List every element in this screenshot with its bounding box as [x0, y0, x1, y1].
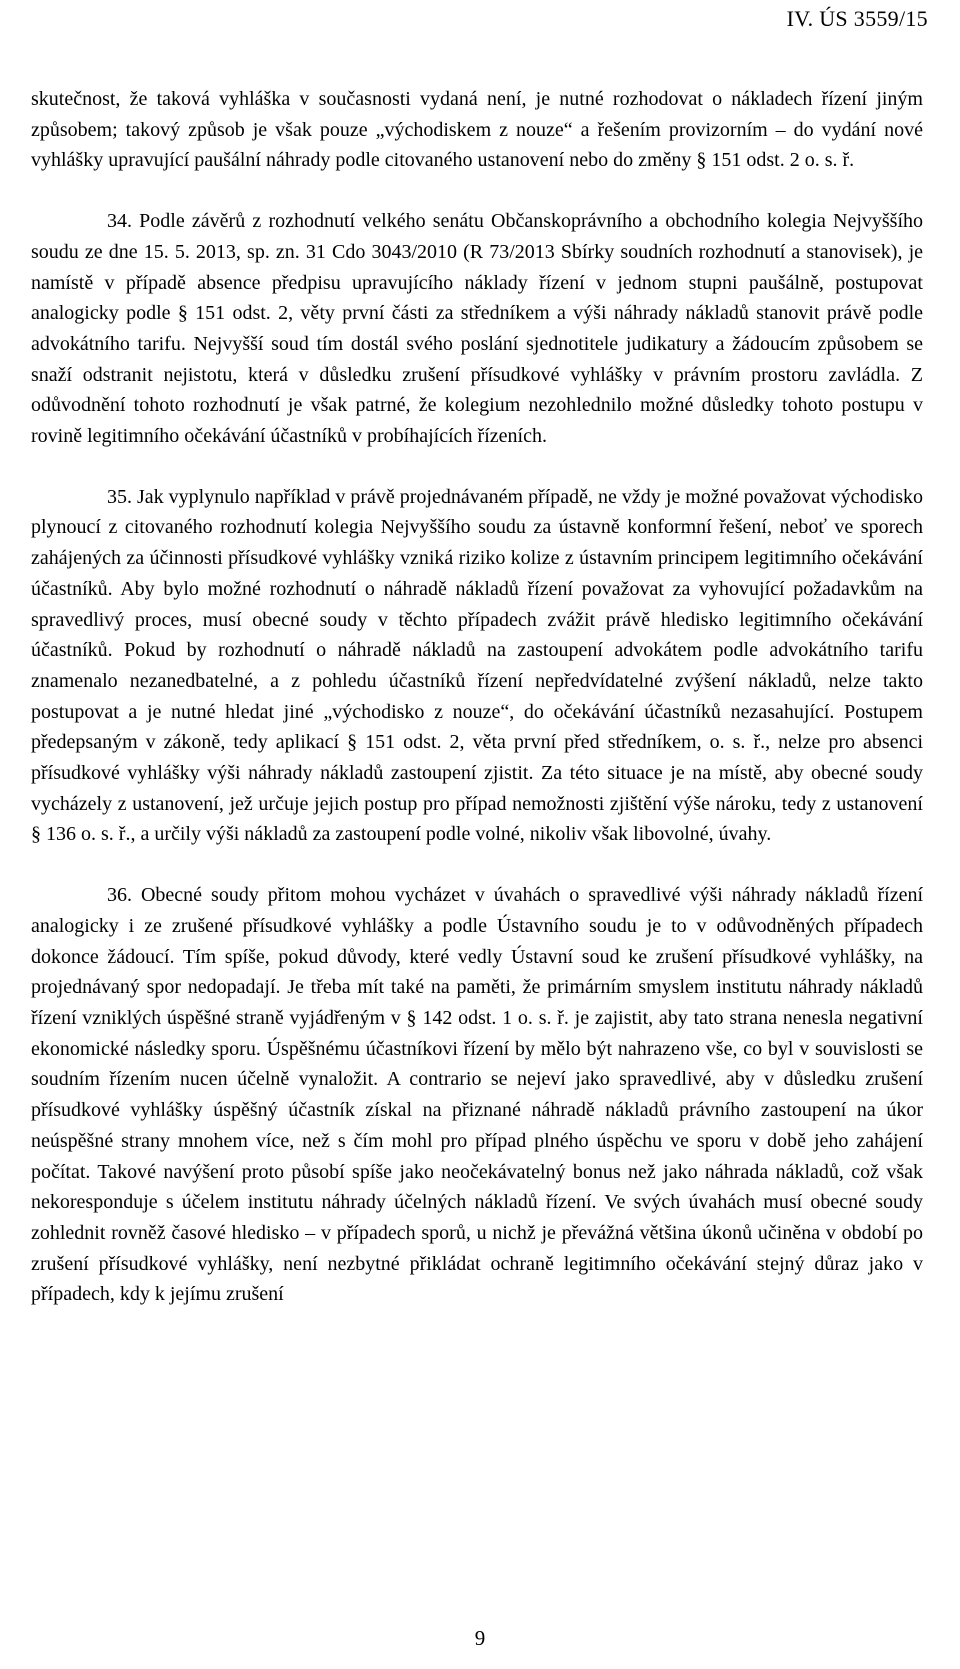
paragraph-36: 36. Obecné soudy přitom mohou vycházet v úvahách o spravedlivé výši náhrady nákladů řízení analogicky i ze zrušené přísudkové vyhlášky a podle Ústavního soudu je to v odůvodněných případech dokonce žádoucí. Tím spíše, pokud důvody, které vedly Ústavní soud ke zrušení přísudkové vyhlášky, na projednávaný spor nedopadají. Je třeba mít také na paměti, že primárním smyslem institutu náhrady nákladů řízení vzniklých úspěšné straně vyjádřeným v § 142 odst. 1 o. s. ř. je zajistit, aby tato strana nenesla negativní ekonomické následky sporu. Úspěšnému účastníkovi řízení by mělo být nahrazeno vše, co byl v souvislosti se soudním řízením nucen účelně vynaložit. A contrario se nejeví jako spravedlivé, aby v důsledku zrušení přísudkové vyhlášky úspěšný účastník získal na přiznané náhradě nákladů právního zastoupení na úkor neúspěšné strany mnohem více, než s čím mohl pro případ plného úspěchu ve sporu v době jeho zahájení počítat. Takové navýšení proto působí spíše jako neočekávatelný bonus než jako náhrada nákladů, což však nekoresponduje s účelem institutu náhrady účelných nákladů řízení. Ve svých úvahách musí obecné soudy zohlednit rovněž časové hledisko – v případech sporů, u nichž je převážná většina úkonů učiněna v období po zrušení přísudkové vyhlášky, není nezbytné přikládat ochraně legitimního očekávání stejný důraz jako v případech, kdy k jejímu zrušení [31, 884, 923, 1306]
paragraph-continuation: skutečnost, že taková vyhláška v současnosti vydaná není, je nutné rozhodovat o nákladech řízení jiným způsobem; takový způsob je však pouze „východiskem z nouze“ a řešením provizorním – do vydání nové vyhlášky upravující paušální náhrady podle citovaného ustanovení nebo do změny § 151 odst. 2 o. s. ř. [31, 88, 923, 172]
paragraph-35: 35. Jak vyplynulo například v právě projednávaném případě, ne vždy je možné považovat východisko plynoucí z citovaného rozhodnutí kolegia Nejvyššího soudu za ústavně konformní řešení, neboť ve sporech zahájených za účinnosti přísudkové vyhlášky vzniká riziko kolize z ústavním principem legitimního očekávání účastníků. Aby bylo možné rozhodnutí o náhradě nákladů řízení považovat za vyhovující požadavkům na spravedlivý proces, musí obecné soudy v těchto případech zvážit právě hledisko legitimního očekávání účastníků. Pokud by rozhodnutí o náhradě nákladů na zastoupení advokátem podle advokátního tarifu znamenalo nezanedbatelné, a z pohledu účastníků řízení nepředvídatelné zvýšení nákladů, nelze takto postupovat a je nutné hledat jiné „východisko z nouze“, do očekávání účastníků nezasahující. Postupem předepsaným v zákoně, tedy aplikací § 151 odst. 2, věta první před středníkem, o. s. ř., nelze pro absenci přísudkové vyhlášky výši náhrady nákladů zastoupení zjistit. Za této situace je na místě, aby obecné soudy vycházely z ustanovení, jež určuje jejich postup pro případ nemožnosti zjištění výše nároku, tedy z ustanovení § 136 o. s. ř., a určily výši nákladů za zastoupení podle volné, nikoliv však libovolné, úvahy. [31, 485, 923, 846]
case-reference: IV. ÚS 3559/15 [786, 6, 928, 31]
page-number: 9 [474, 1626, 486, 1650]
paragraph-34: 34. Podle závěrů z rozhodnutí velkého senátu Občanskoprávního a obchodního kolegia Nejvyššího soudu ze dne 15. 5. 2013, sp. zn. 31 Cdo 3043/2010 (R 73/2013 Sbírky soudních rozhodnutí a stanovisek), je namístě v případě absence předpisu upravujícího náklady řízení v jednom stupni paušálně, postupovat analogicky podle § 151 odst. 2, věty první části za středníkem a výši náhrady nákladů stanovit právě podle advokátního tarifu. Nejvyšší soud tím dostál svého poslání sjednotitele judikatury a žádoucím způsobem se snaží odstranit nejistotu, která v důsledku zrušení přísudkové vyhlášky v právním prostoru zavládla. Z odůvodnění tohoto rozhodnutí je však patrné, že kolegium nezohlednilo možné důsledky tohoto postupu v rovině legitimního očekávání účastníků v probíhajících řízeních. [31, 210, 923, 448]
document-body [31, 84, 923, 1310]
